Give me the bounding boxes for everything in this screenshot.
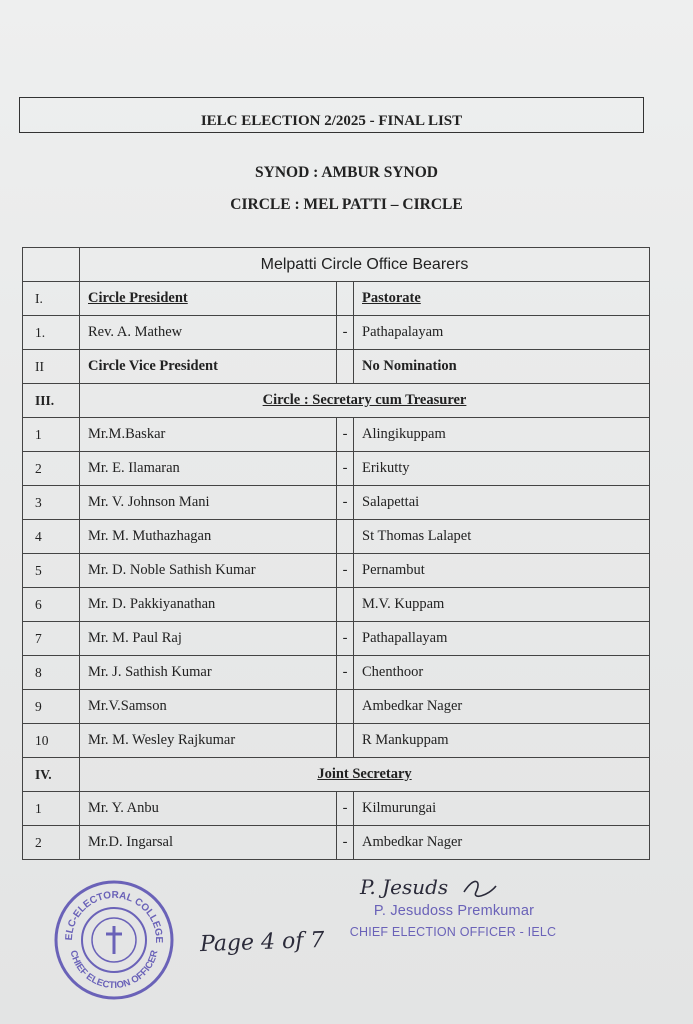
signature-text: P. Jesuds: [360, 875, 449, 899]
dash-cell: -: [337, 826, 354, 860]
circle-heading: CIRCLE : MEL PATTI – CIRCLE: [230, 196, 463, 213]
section-row-president: [23, 282, 650, 316]
dash-cell: [337, 282, 354, 316]
section-row-secretary: [23, 384, 650, 418]
table-row: [23, 724, 650, 758]
officer-name: P. Jesudoss Premkumar: [373, 903, 535, 919]
dash-cell: [337, 690, 354, 724]
table-caption: Melpatti Circle Office Bearers: [80, 248, 650, 282]
dash-cell: [337, 520, 354, 554]
pastorate-name: Kilmurungai: [354, 792, 650, 826]
dash-cell: -: [337, 486, 354, 520]
member-name: Mr. M. Wesley Rajkumar: [80, 724, 337, 758]
pastorate-name: Ambedkar Nager: [354, 826, 650, 860]
row-number: 8: [23, 656, 80, 690]
election-officer-seal: [52, 878, 176, 1002]
row-number: 9: [23, 690, 80, 724]
member-name: Mr. M. Paul Raj: [80, 622, 337, 656]
dash-cell: [337, 350, 354, 384]
secretary-rows: [23, 418, 650, 758]
member-name: Mr.V.Samson: [80, 690, 337, 724]
dash-cell: -: [337, 656, 354, 690]
joint-secretary-rows: [23, 792, 650, 860]
pastorate-name: Pathapalayam: [354, 316, 650, 350]
member-name: Mr.D. Ingarsal: [80, 826, 337, 860]
pastorate-name: St Thomas Lalapet: [354, 520, 650, 554]
dash-cell: -: [337, 452, 354, 486]
pastorate-name: Chenthoor: [354, 656, 650, 690]
pastorate-name: Alingikuppam: [354, 418, 650, 452]
section-number: III.: [23, 384, 80, 418]
member-name: Rev. A. Mathew: [80, 316, 337, 350]
row-number: 3: [23, 486, 80, 520]
pastorate-name: Salapettai: [354, 486, 650, 520]
pastorate-name: Pathapallayam: [354, 622, 650, 656]
dash-cell: -: [337, 316, 354, 350]
member-name: Mr. V. Johnson Mani: [80, 486, 337, 520]
section-title: Circle : Secretary cum Treasurer: [80, 384, 650, 418]
section-number: II: [23, 350, 80, 384]
table-row: [23, 656, 650, 690]
section-number: I.: [23, 282, 80, 316]
cross-icon: [106, 926, 122, 954]
row-number: 1: [23, 418, 80, 452]
row-number: 7: [23, 622, 80, 656]
member-name: Mr. D. Noble Sathish Kumar: [80, 554, 337, 588]
dash-cell: -: [337, 622, 354, 656]
pastorate-name: Pernambut: [354, 554, 650, 588]
caption-blank-cell: [23, 248, 80, 282]
pastorate-name: Erikutty: [354, 452, 650, 486]
pastorate-header: Pastorate: [354, 282, 650, 316]
section-row-vice-president: [23, 350, 650, 384]
dash-cell: [337, 724, 354, 758]
section-number: IV.: [23, 758, 80, 792]
row-number: 10: [23, 724, 80, 758]
dash-cell: -: [337, 418, 354, 452]
table-row: [23, 826, 650, 860]
row-number: 6: [23, 588, 80, 622]
document-title: IELC ELECTION 2/2025 - FINAL LIST: [19, 97, 644, 133]
section-row-joint-secretary: [23, 758, 650, 792]
pastorate-name: Ambedkar Nager: [354, 690, 650, 724]
table-row: [23, 588, 650, 622]
table-row: [23, 690, 650, 724]
table-row: [23, 486, 650, 520]
member-name: Mr.M.Baskar: [80, 418, 337, 452]
dash-cell: [337, 588, 354, 622]
seal-bottom-text: CHIEF ELECTION OFFICER: [67, 949, 161, 992]
table-caption-row: [23, 248, 650, 282]
row-number: 1: [23, 792, 80, 826]
dash-cell: -: [337, 792, 354, 826]
svg-text:CHIEF ELECTION OFFICER: [68, 949, 161, 991]
office-bearers-table: [22, 247, 650, 860]
row-number: 1.: [23, 316, 80, 350]
seal-top-text: ELC-ELECTORAL COLLEGE: [63, 889, 165, 944]
row-number: 2: [23, 452, 80, 486]
row-number: 4: [23, 520, 80, 554]
section-title: Circle President: [80, 282, 337, 316]
pastorate-name: M.V. Kuppam: [354, 588, 650, 622]
member-name: Mr. J. Sathish Kumar: [80, 656, 337, 690]
page-number-note: Page 4 of 7: [199, 927, 325, 958]
table-row: [23, 418, 650, 452]
member-name: Mr. Y. Anbu: [80, 792, 337, 826]
table-row: [23, 520, 650, 554]
member-name: Mr. E. Ilamaran: [80, 452, 337, 486]
table-row: [23, 452, 650, 486]
dash-cell: -: [337, 554, 354, 588]
row-number: 2: [23, 826, 80, 860]
table-row: [23, 792, 650, 826]
section-title: Circle Vice President: [80, 350, 337, 384]
section-title: Joint Secretary: [80, 758, 650, 792]
row-number: 5: [23, 554, 80, 588]
table-row: [23, 316, 650, 350]
pastorate-name: R Mankuppam: [354, 724, 650, 758]
member-name: Mr. M. Muthazhagan: [80, 520, 337, 554]
officer-title: CHIEF ELECTION OFFICER - IELC: [349, 925, 557, 939]
no-nomination-label: No Nomination: [354, 350, 650, 384]
member-name: Mr. D. Pakkiyanathan: [80, 588, 337, 622]
synod-heading: SYNOD : AMBUR SYNOD: [255, 164, 438, 181]
table-row: [23, 554, 650, 588]
table-row: [23, 622, 650, 656]
